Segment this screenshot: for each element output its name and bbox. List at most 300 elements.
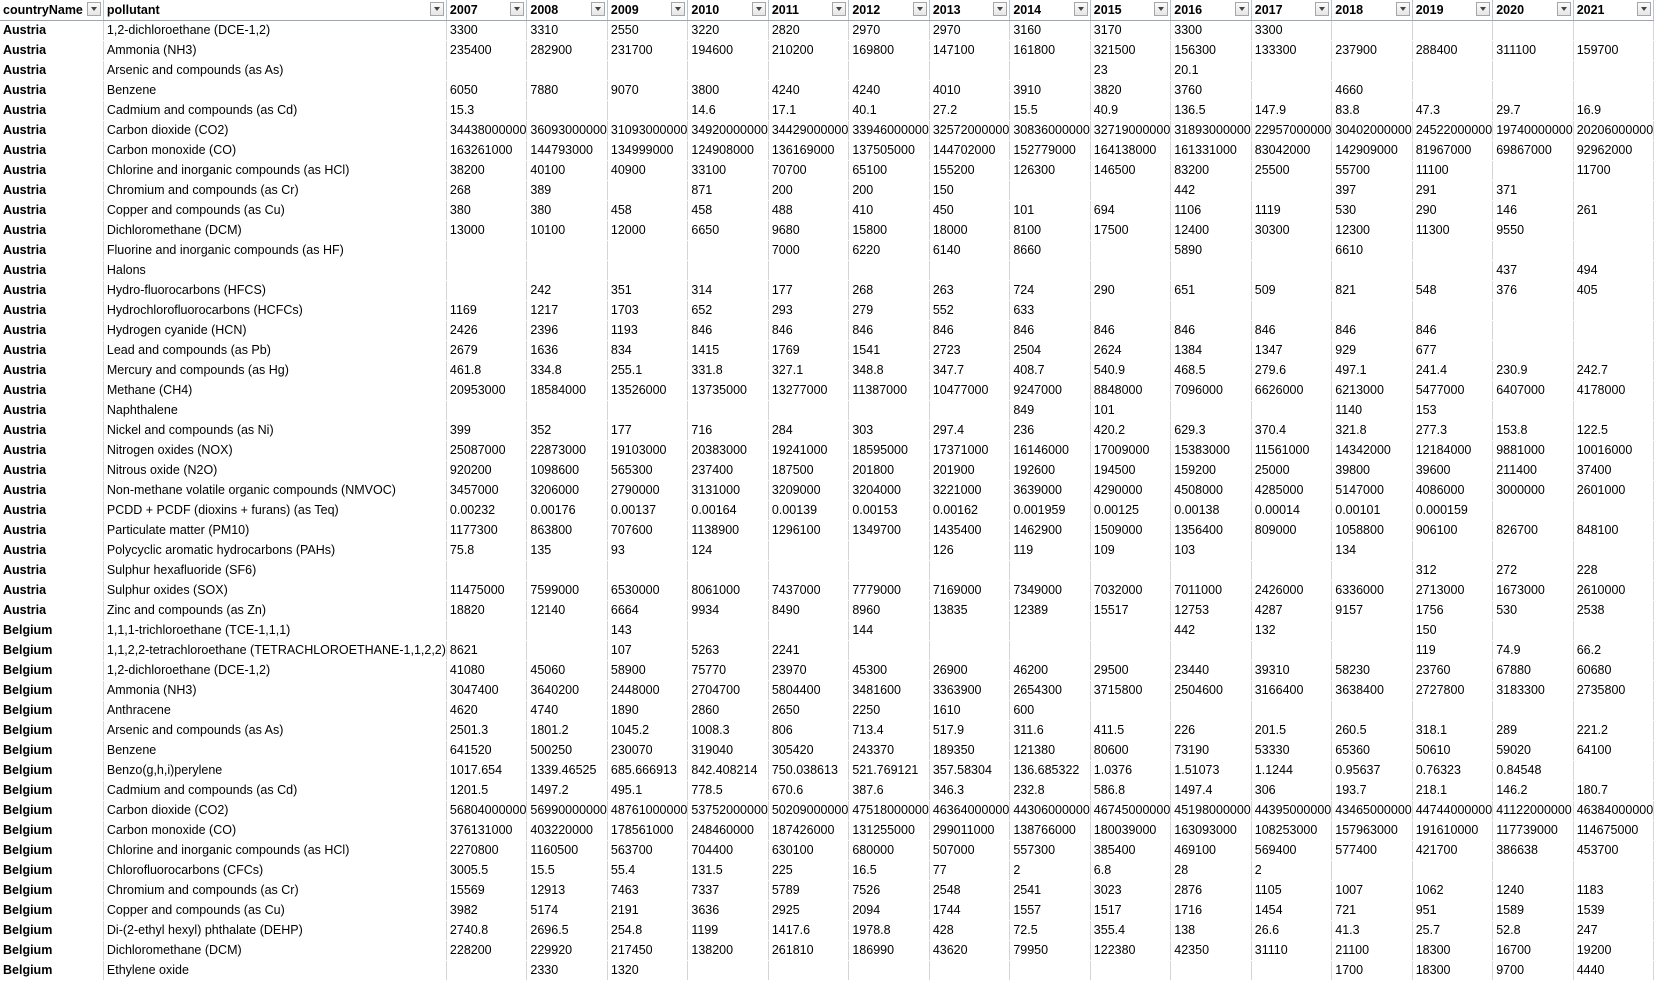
value-cell[interactable]: 187426000: [768, 821, 848, 841]
country-cell[interactable]: Austria: [0, 161, 103, 181]
value-cell[interactable]: 83.8: [1332, 101, 1412, 121]
value-cell[interactable]: 135: [527, 541, 607, 561]
value-cell[interactable]: [527, 261, 607, 281]
value-cell[interactable]: 15.5: [527, 861, 607, 881]
value-cell[interactable]: 34438000000: [446, 121, 526, 141]
value-cell[interactable]: 64100: [1573, 741, 1653, 761]
value-cell[interactable]: [1573, 541, 1653, 561]
value-cell[interactable]: 1.0376: [1090, 761, 1170, 781]
value-cell[interactable]: 707600: [607, 521, 687, 541]
value-cell[interactable]: 33100: [688, 161, 768, 181]
value-cell[interactable]: 16146000: [1010, 441, 1090, 461]
value-cell[interactable]: 11475000: [446, 581, 526, 601]
value-cell[interactable]: 370.4: [1251, 421, 1331, 441]
value-cell[interactable]: 3209000: [768, 481, 848, 501]
pollutant-cell[interactable]: Ammonia (NH3): [103, 681, 446, 701]
value-cell[interactable]: [1010, 641, 1090, 661]
value-cell[interactable]: 0.84548: [1493, 761, 1573, 781]
value-cell[interactable]: 180.7: [1573, 781, 1653, 801]
value-cell[interactable]: 46200: [1010, 661, 1090, 681]
pollutant-cell[interactable]: Chlorofluorocarbons (CFCs): [103, 861, 446, 881]
pollutant-cell[interactable]: Di-(2-ethyl hexyl) phthalate (DEHP): [103, 921, 446, 941]
value-cell[interactable]: 2501.3: [446, 721, 526, 741]
country-cell[interactable]: Belgium: [0, 721, 103, 741]
value-cell[interactable]: [688, 961, 768, 981]
value-cell[interactable]: 4508000: [1171, 481, 1251, 501]
value-cell[interactable]: 9247000: [1010, 381, 1090, 401]
value-cell[interactable]: [1573, 761, 1653, 781]
value-cell[interactable]: 565300: [607, 461, 687, 481]
value-cell[interactable]: 2624: [1090, 341, 1170, 361]
value-cell[interactable]: 15800: [849, 221, 929, 241]
value-cell[interactable]: 334.8: [527, 361, 607, 381]
pollutant-cell[interactable]: Anthracene: [103, 701, 446, 721]
value-cell[interactable]: 399: [446, 421, 526, 441]
value-cell[interactable]: [1251, 81, 1331, 101]
value-cell[interactable]: 152779000: [1010, 141, 1090, 161]
value-cell[interactable]: 4240: [849, 81, 929, 101]
value-cell[interactable]: 421700: [1412, 841, 1492, 861]
value-cell[interactable]: 291: [1412, 181, 1492, 201]
value-cell[interactable]: 1062: [1412, 881, 1492, 901]
value-cell[interactable]: 428: [929, 921, 1009, 941]
value-cell[interactable]: 22957000000: [1251, 121, 1331, 141]
value-cell[interactable]: 6626000: [1251, 381, 1331, 401]
value-cell[interactable]: 724: [1010, 281, 1090, 301]
value-cell[interactable]: [688, 241, 768, 261]
filter-dropdown-button[interactable]: [671, 2, 685, 16]
country-cell[interactable]: Austria: [0, 541, 103, 561]
value-cell[interactable]: [849, 401, 929, 421]
value-cell[interactable]: 137505000: [849, 141, 929, 161]
country-cell[interactable]: Belgium: [0, 941, 103, 961]
value-cell[interactable]: 260.5: [1332, 721, 1412, 741]
value-cell[interactable]: [1573, 21, 1653, 41]
value-cell[interactable]: 138766000: [1010, 821, 1090, 841]
value-cell[interactable]: 495.1: [607, 781, 687, 801]
country-cell[interactable]: Austria: [0, 421, 103, 441]
value-cell[interactable]: 124908000: [688, 141, 768, 161]
value-cell[interactable]: [1573, 401, 1653, 421]
pollutant-cell[interactable]: Hydrochlorofluorocarbons (HCFCs): [103, 301, 446, 321]
value-cell[interactable]: 47.3: [1412, 101, 1492, 121]
value-cell[interactable]: 12400: [1171, 221, 1251, 241]
value-cell[interactable]: [1412, 261, 1492, 281]
value-cell[interactable]: [768, 261, 848, 281]
filter-dropdown-button[interactable]: [832, 2, 846, 16]
value-cell[interactable]: 150: [1412, 621, 1492, 641]
value-cell[interactable]: 2538: [1573, 601, 1653, 621]
value-cell[interactable]: 1177300: [446, 521, 526, 541]
value-cell[interactable]: 3820: [1090, 81, 1170, 101]
value-cell[interactable]: 704400: [688, 841, 768, 861]
value-cell[interactable]: 6140: [929, 241, 1009, 261]
value-cell[interactable]: 45060: [527, 661, 607, 681]
value-cell[interactable]: 45198000000: [1171, 801, 1251, 821]
value-cell[interactable]: 380: [446, 201, 526, 221]
value-cell[interactable]: 50610: [1412, 741, 1492, 761]
value-cell[interactable]: 255.1: [607, 361, 687, 381]
value-cell[interactable]: 540.9: [1090, 361, 1170, 381]
value-cell[interactable]: 159200: [1171, 461, 1251, 481]
value-cell[interactable]: 11561000: [1251, 441, 1331, 461]
value-cell[interactable]: [607, 61, 687, 81]
value-cell[interactable]: 1769: [768, 341, 848, 361]
value-cell[interactable]: 20.1: [1171, 61, 1251, 81]
value-cell[interactable]: 3800: [688, 81, 768, 101]
value-cell[interactable]: 191610000: [1412, 821, 1492, 841]
value-cell[interactable]: 2650: [768, 701, 848, 721]
value-cell[interactable]: 2191: [607, 901, 687, 921]
country-cell[interactable]: Austria: [0, 561, 103, 581]
column-header[interactable]: [1171, 0, 1251, 21]
column-header[interactable]: [103, 0, 446, 21]
value-cell[interactable]: 293: [768, 301, 848, 321]
value-cell[interactable]: 4440: [1573, 961, 1653, 981]
value-cell[interactable]: 10477000: [929, 381, 1009, 401]
value-cell[interactable]: 1541: [849, 341, 929, 361]
value-cell[interactable]: [1010, 61, 1090, 81]
value-cell[interactable]: 3481600: [849, 681, 929, 701]
value-cell[interactable]: 2241: [768, 641, 848, 661]
value-cell[interactable]: 5804400: [768, 681, 848, 701]
value-cell[interactable]: 461.8: [446, 361, 526, 381]
value-cell[interactable]: 144702000: [929, 141, 1009, 161]
country-cell[interactable]: Austria: [0, 481, 103, 501]
value-cell[interactable]: 261810: [768, 941, 848, 961]
value-cell[interactable]: 4740: [527, 701, 607, 721]
value-cell[interactable]: 630100: [768, 841, 848, 861]
value-cell[interactable]: 458: [607, 201, 687, 221]
value-cell[interactable]: 7599000: [527, 581, 607, 601]
value-cell[interactable]: 231700: [607, 41, 687, 61]
value-cell[interactable]: 229920: [527, 941, 607, 961]
value-cell[interactable]: 331.8: [688, 361, 768, 381]
value-cell[interactable]: 311100: [1493, 41, 1573, 61]
value-cell[interactable]: 75.8: [446, 541, 526, 561]
value-cell[interactable]: 2925: [768, 901, 848, 921]
value-cell[interactable]: 147.9: [1251, 101, 1331, 121]
value-cell[interactable]: 500250: [527, 741, 607, 761]
value-cell[interactable]: [446, 561, 526, 581]
value-cell[interactable]: 2820: [768, 21, 848, 41]
value-cell[interactable]: 1160500: [527, 841, 607, 861]
value-cell[interactable]: 677: [1412, 341, 1492, 361]
value-cell[interactable]: 210200: [768, 41, 848, 61]
value-cell[interactable]: 0.00232: [446, 501, 526, 521]
value-cell[interactable]: 1106: [1171, 201, 1251, 221]
value-cell[interactable]: 40.1: [849, 101, 929, 121]
value-cell[interactable]: [1332, 561, 1412, 581]
value-cell[interactable]: [1251, 261, 1331, 281]
pollutant-cell[interactable]: Cadmium and compounds (as Cd): [103, 781, 446, 801]
value-cell[interactable]: 150: [929, 181, 1009, 201]
value-cell[interactable]: [446, 621, 526, 641]
country-cell[interactable]: Austria: [0, 341, 103, 361]
value-cell[interactable]: 230070: [607, 741, 687, 761]
value-cell[interactable]: [1171, 961, 1251, 981]
value-cell[interactable]: 1007: [1332, 881, 1412, 901]
value-cell[interactable]: 1415: [688, 341, 768, 361]
value-cell[interactable]: [929, 61, 1009, 81]
value-cell[interactable]: 19200: [1573, 941, 1653, 961]
value-cell[interactable]: 3300: [1171, 21, 1251, 41]
value-cell[interactable]: 2270800: [446, 841, 526, 861]
value-cell[interactable]: 1589: [1493, 901, 1573, 921]
value-cell[interactable]: 0.00138: [1171, 501, 1251, 521]
value-cell[interactable]: 846: [1332, 321, 1412, 341]
value-cell[interactable]: 12913: [527, 881, 607, 901]
value-cell[interactable]: 577400: [1332, 841, 1412, 861]
value-cell[interactable]: 563700: [607, 841, 687, 861]
value-cell[interactable]: [929, 401, 1009, 421]
value-cell[interactable]: 1339.46525: [527, 761, 607, 781]
value-cell[interactable]: 488: [768, 201, 848, 221]
value-cell[interactable]: [1010, 181, 1090, 201]
column-header[interactable]: [849, 0, 929, 21]
value-cell[interactable]: 0.76323: [1412, 761, 1492, 781]
value-cell[interactable]: [1332, 641, 1412, 661]
country-cell[interactable]: Austria: [0, 361, 103, 381]
value-cell[interactable]: [1251, 401, 1331, 421]
value-cell[interactable]: 713.4: [849, 721, 929, 741]
value-cell[interactable]: 43620: [929, 941, 1009, 961]
value-cell[interactable]: 235400: [446, 41, 526, 61]
value-cell[interactable]: [1251, 961, 1331, 981]
value-cell[interactable]: 15517: [1090, 601, 1170, 621]
value-cell[interactable]: 680000: [849, 841, 929, 861]
value-cell[interactable]: [446, 281, 526, 301]
value-cell[interactable]: 3638400: [1332, 681, 1412, 701]
country-cell[interactable]: Austria: [0, 461, 103, 481]
value-cell[interactable]: 15383000: [1171, 441, 1251, 461]
value-cell[interactable]: 311.6: [1010, 721, 1090, 741]
value-cell[interactable]: 2426: [446, 321, 526, 341]
value-cell[interactable]: [1090, 261, 1170, 281]
value-cell[interactable]: [688, 561, 768, 581]
value-cell[interactable]: 1140: [1332, 401, 1412, 421]
value-cell[interactable]: 178561000: [607, 821, 687, 841]
value-cell[interactable]: 109: [1090, 541, 1170, 561]
value-cell[interactable]: 236: [1010, 421, 1090, 441]
value-cell[interactable]: 386638: [1493, 841, 1573, 861]
value-cell[interactable]: 633: [1010, 301, 1090, 321]
value-cell[interactable]: 9680: [768, 221, 848, 241]
value-cell[interactable]: 826700: [1493, 521, 1573, 541]
value-cell[interactable]: [1493, 301, 1573, 321]
value-cell[interactable]: 13526000: [607, 381, 687, 401]
value-cell[interactable]: 55700: [1332, 161, 1412, 181]
value-cell[interactable]: 871: [688, 181, 768, 201]
value-cell[interactable]: 101: [1010, 201, 1090, 221]
pollutant-cell[interactable]: 1,1,1-trichloroethane (TCE-1,1,1): [103, 621, 446, 641]
value-cell[interactable]: 0.00176: [527, 501, 607, 521]
filter-dropdown-button[interactable]: [1074, 2, 1088, 16]
value-cell[interactable]: 289: [1493, 721, 1573, 741]
value-cell[interactable]: 9550: [1493, 221, 1573, 241]
value-cell[interactable]: [1251, 61, 1331, 81]
value-cell[interactable]: 846: [1251, 321, 1331, 341]
country-cell[interactable]: Belgium: [0, 801, 103, 821]
value-cell[interactable]: 3206000: [527, 481, 607, 501]
value-cell[interactable]: 186990: [849, 941, 929, 961]
value-cell[interactable]: 387.6: [849, 781, 929, 801]
value-cell[interactable]: [607, 241, 687, 261]
value-cell[interactable]: 237400: [688, 461, 768, 481]
value-cell[interactable]: 180039000: [1090, 821, 1170, 841]
value-cell[interactable]: 586.8: [1090, 781, 1170, 801]
value-cell[interactable]: 1509000: [1090, 521, 1170, 541]
value-cell[interactable]: 651: [1171, 281, 1251, 301]
value-cell[interactable]: 1703: [607, 301, 687, 321]
value-cell[interactable]: [1493, 241, 1573, 261]
value-cell[interactable]: 3300: [1251, 21, 1331, 41]
value-cell[interactable]: 122.5: [1573, 421, 1653, 441]
value-cell[interactable]: 4285000: [1251, 481, 1331, 501]
country-cell[interactable]: Austria: [0, 321, 103, 341]
country-cell[interactable]: Belgium: [0, 661, 103, 681]
column-header[interactable]: [1332, 0, 1412, 21]
value-cell[interactable]: 279.6: [1251, 361, 1331, 381]
value-cell[interactable]: 397: [1332, 181, 1412, 201]
value-cell[interactable]: 25087000: [446, 441, 526, 461]
value-cell[interactable]: [1573, 501, 1653, 521]
value-cell[interactable]: 201.5: [1251, 721, 1331, 741]
pollutant-cell[interactable]: Nitrous oxide (N2O): [103, 461, 446, 481]
pollutant-cell[interactable]: Arsenic and compounds (as As): [103, 61, 446, 81]
value-cell[interactable]: [849, 561, 929, 581]
value-cell[interactable]: 34429000000: [768, 121, 848, 141]
value-cell[interactable]: 5174: [527, 901, 607, 921]
value-cell[interactable]: 3640200: [527, 681, 607, 701]
value-cell[interactable]: 15.5: [1010, 101, 1090, 121]
value-cell[interactable]: 1716: [1171, 901, 1251, 921]
value-cell[interactable]: 846: [688, 321, 768, 341]
value-cell[interactable]: [1573, 621, 1653, 641]
value-cell[interactable]: 161331000: [1171, 141, 1251, 161]
pollutant-cell[interactable]: Halons: [103, 261, 446, 281]
value-cell[interactable]: 4290000: [1090, 481, 1170, 501]
value-cell[interactable]: 146500: [1090, 161, 1170, 181]
value-cell[interactable]: [1332, 861, 1412, 881]
column-header[interactable]: [1010, 0, 1090, 21]
value-cell[interactable]: 44306000000: [1010, 801, 1090, 821]
value-cell[interactable]: [1171, 261, 1251, 281]
value-cell[interactable]: 136.5: [1171, 101, 1251, 121]
value-cell[interactable]: 132: [1251, 621, 1331, 641]
value-cell[interactable]: 32572000000: [929, 121, 1009, 141]
value-cell[interactable]: 7463: [607, 881, 687, 901]
value-cell[interactable]: 17371000: [929, 441, 1009, 461]
value-cell[interactable]: 2696.5: [527, 921, 607, 941]
value-cell[interactable]: 93: [607, 541, 687, 561]
value-cell[interactable]: [1493, 21, 1573, 41]
value-cell[interactable]: 3910: [1010, 81, 1090, 101]
value-cell[interactable]: 2723: [929, 341, 1009, 361]
value-cell[interactable]: 469100: [1171, 841, 1251, 861]
filter-dropdown-button[interactable]: [1637, 2, 1651, 16]
value-cell[interactable]: 119: [1412, 641, 1492, 661]
value-cell[interactable]: 863800: [527, 521, 607, 541]
pollutant-cell[interactable]: Carbon monoxide (CO): [103, 821, 446, 841]
value-cell[interactable]: 66.2: [1573, 641, 1653, 661]
value-cell[interactable]: [929, 961, 1009, 981]
value-cell[interactable]: [1493, 501, 1573, 521]
country-cell[interactable]: Austria: [0, 261, 103, 281]
value-cell[interactable]: 187500: [768, 461, 848, 481]
value-cell[interactable]: 7169000: [929, 581, 1009, 601]
value-cell[interactable]: 189350: [929, 741, 1009, 761]
value-cell[interactable]: 5789: [768, 881, 848, 901]
value-cell[interactable]: 131.5: [688, 861, 768, 881]
value-cell[interactable]: [1171, 641, 1251, 661]
filter-dropdown-button[interactable]: [1557, 2, 1571, 16]
value-cell[interactable]: 1435400: [929, 521, 1009, 541]
value-cell[interactable]: 46364000000: [929, 801, 1009, 821]
value-cell[interactable]: 1183: [1573, 881, 1653, 901]
value-cell[interactable]: 26.6: [1251, 921, 1331, 941]
value-cell[interactable]: 237900: [1332, 41, 1412, 61]
value-cell[interactable]: 1347: [1251, 341, 1331, 361]
value-cell[interactable]: 920200: [446, 461, 526, 481]
value-cell[interactable]: 248460000: [688, 821, 768, 841]
value-cell[interactable]: 8621: [446, 641, 526, 661]
value-cell[interactable]: 126: [929, 541, 1009, 561]
value-cell[interactable]: 159700: [1573, 41, 1653, 61]
pollutant-cell[interactable]: Hydro-fluorocarbons (HFCS): [103, 281, 446, 301]
value-cell[interactable]: 19241000: [768, 441, 848, 461]
value-cell[interactable]: 8061000: [688, 581, 768, 601]
value-cell[interactable]: 23: [1090, 61, 1170, 81]
value-cell[interactable]: 3457000: [446, 481, 526, 501]
value-cell[interactable]: 11100: [1412, 161, 1492, 181]
value-cell[interactable]: 221.2: [1573, 721, 1653, 741]
pollutant-cell[interactable]: 1,2-dichloroethane (DCE-1,2): [103, 21, 446, 41]
value-cell[interactable]: [1493, 701, 1573, 721]
value-cell[interactable]: 652: [688, 301, 768, 321]
value-cell[interactable]: [1010, 561, 1090, 581]
country-cell[interactable]: Austria: [0, 101, 103, 121]
pollutant-cell[interactable]: 1,1,2,2-tetrachloroethane (TETRACHLOROETHANE-1,1,2,2): [103, 641, 446, 661]
value-cell[interactable]: 143: [607, 621, 687, 641]
value-cell[interactable]: 153: [1412, 401, 1492, 421]
value-cell[interactable]: 177: [607, 421, 687, 441]
value-cell[interactable]: 1744: [929, 901, 1009, 921]
value-cell[interactable]: 929: [1332, 341, 1412, 361]
value-cell[interactable]: 2426000: [1251, 581, 1331, 601]
country-cell[interactable]: Austria: [0, 201, 103, 221]
value-cell[interactable]: 458: [688, 201, 768, 221]
value-cell[interactable]: [527, 621, 607, 641]
value-cell[interactable]: [446, 401, 526, 421]
value-cell[interactable]: 3160: [1010, 21, 1090, 41]
value-cell[interactable]: [1090, 961, 1170, 981]
value-cell[interactable]: 2094: [849, 901, 929, 921]
value-cell[interactable]: 355.4: [1090, 921, 1170, 941]
pollutant-cell[interactable]: Zinc and compounds (as Zn): [103, 601, 446, 621]
value-cell[interactable]: [1493, 541, 1573, 561]
column-header[interactable]: [1573, 0, 1653, 21]
value-cell[interactable]: 3639000: [1010, 481, 1090, 501]
value-cell[interactable]: 161800: [1010, 41, 1090, 61]
value-cell[interactable]: 39600: [1412, 461, 1492, 481]
country-cell[interactable]: Austria: [0, 121, 103, 141]
value-cell[interactable]: 6050: [446, 81, 526, 101]
value-cell[interactable]: [1493, 161, 1573, 181]
value-cell[interactable]: 279: [849, 301, 929, 321]
value-cell[interactable]: 169800: [849, 41, 929, 61]
country-cell[interactable]: Austria: [0, 601, 103, 621]
